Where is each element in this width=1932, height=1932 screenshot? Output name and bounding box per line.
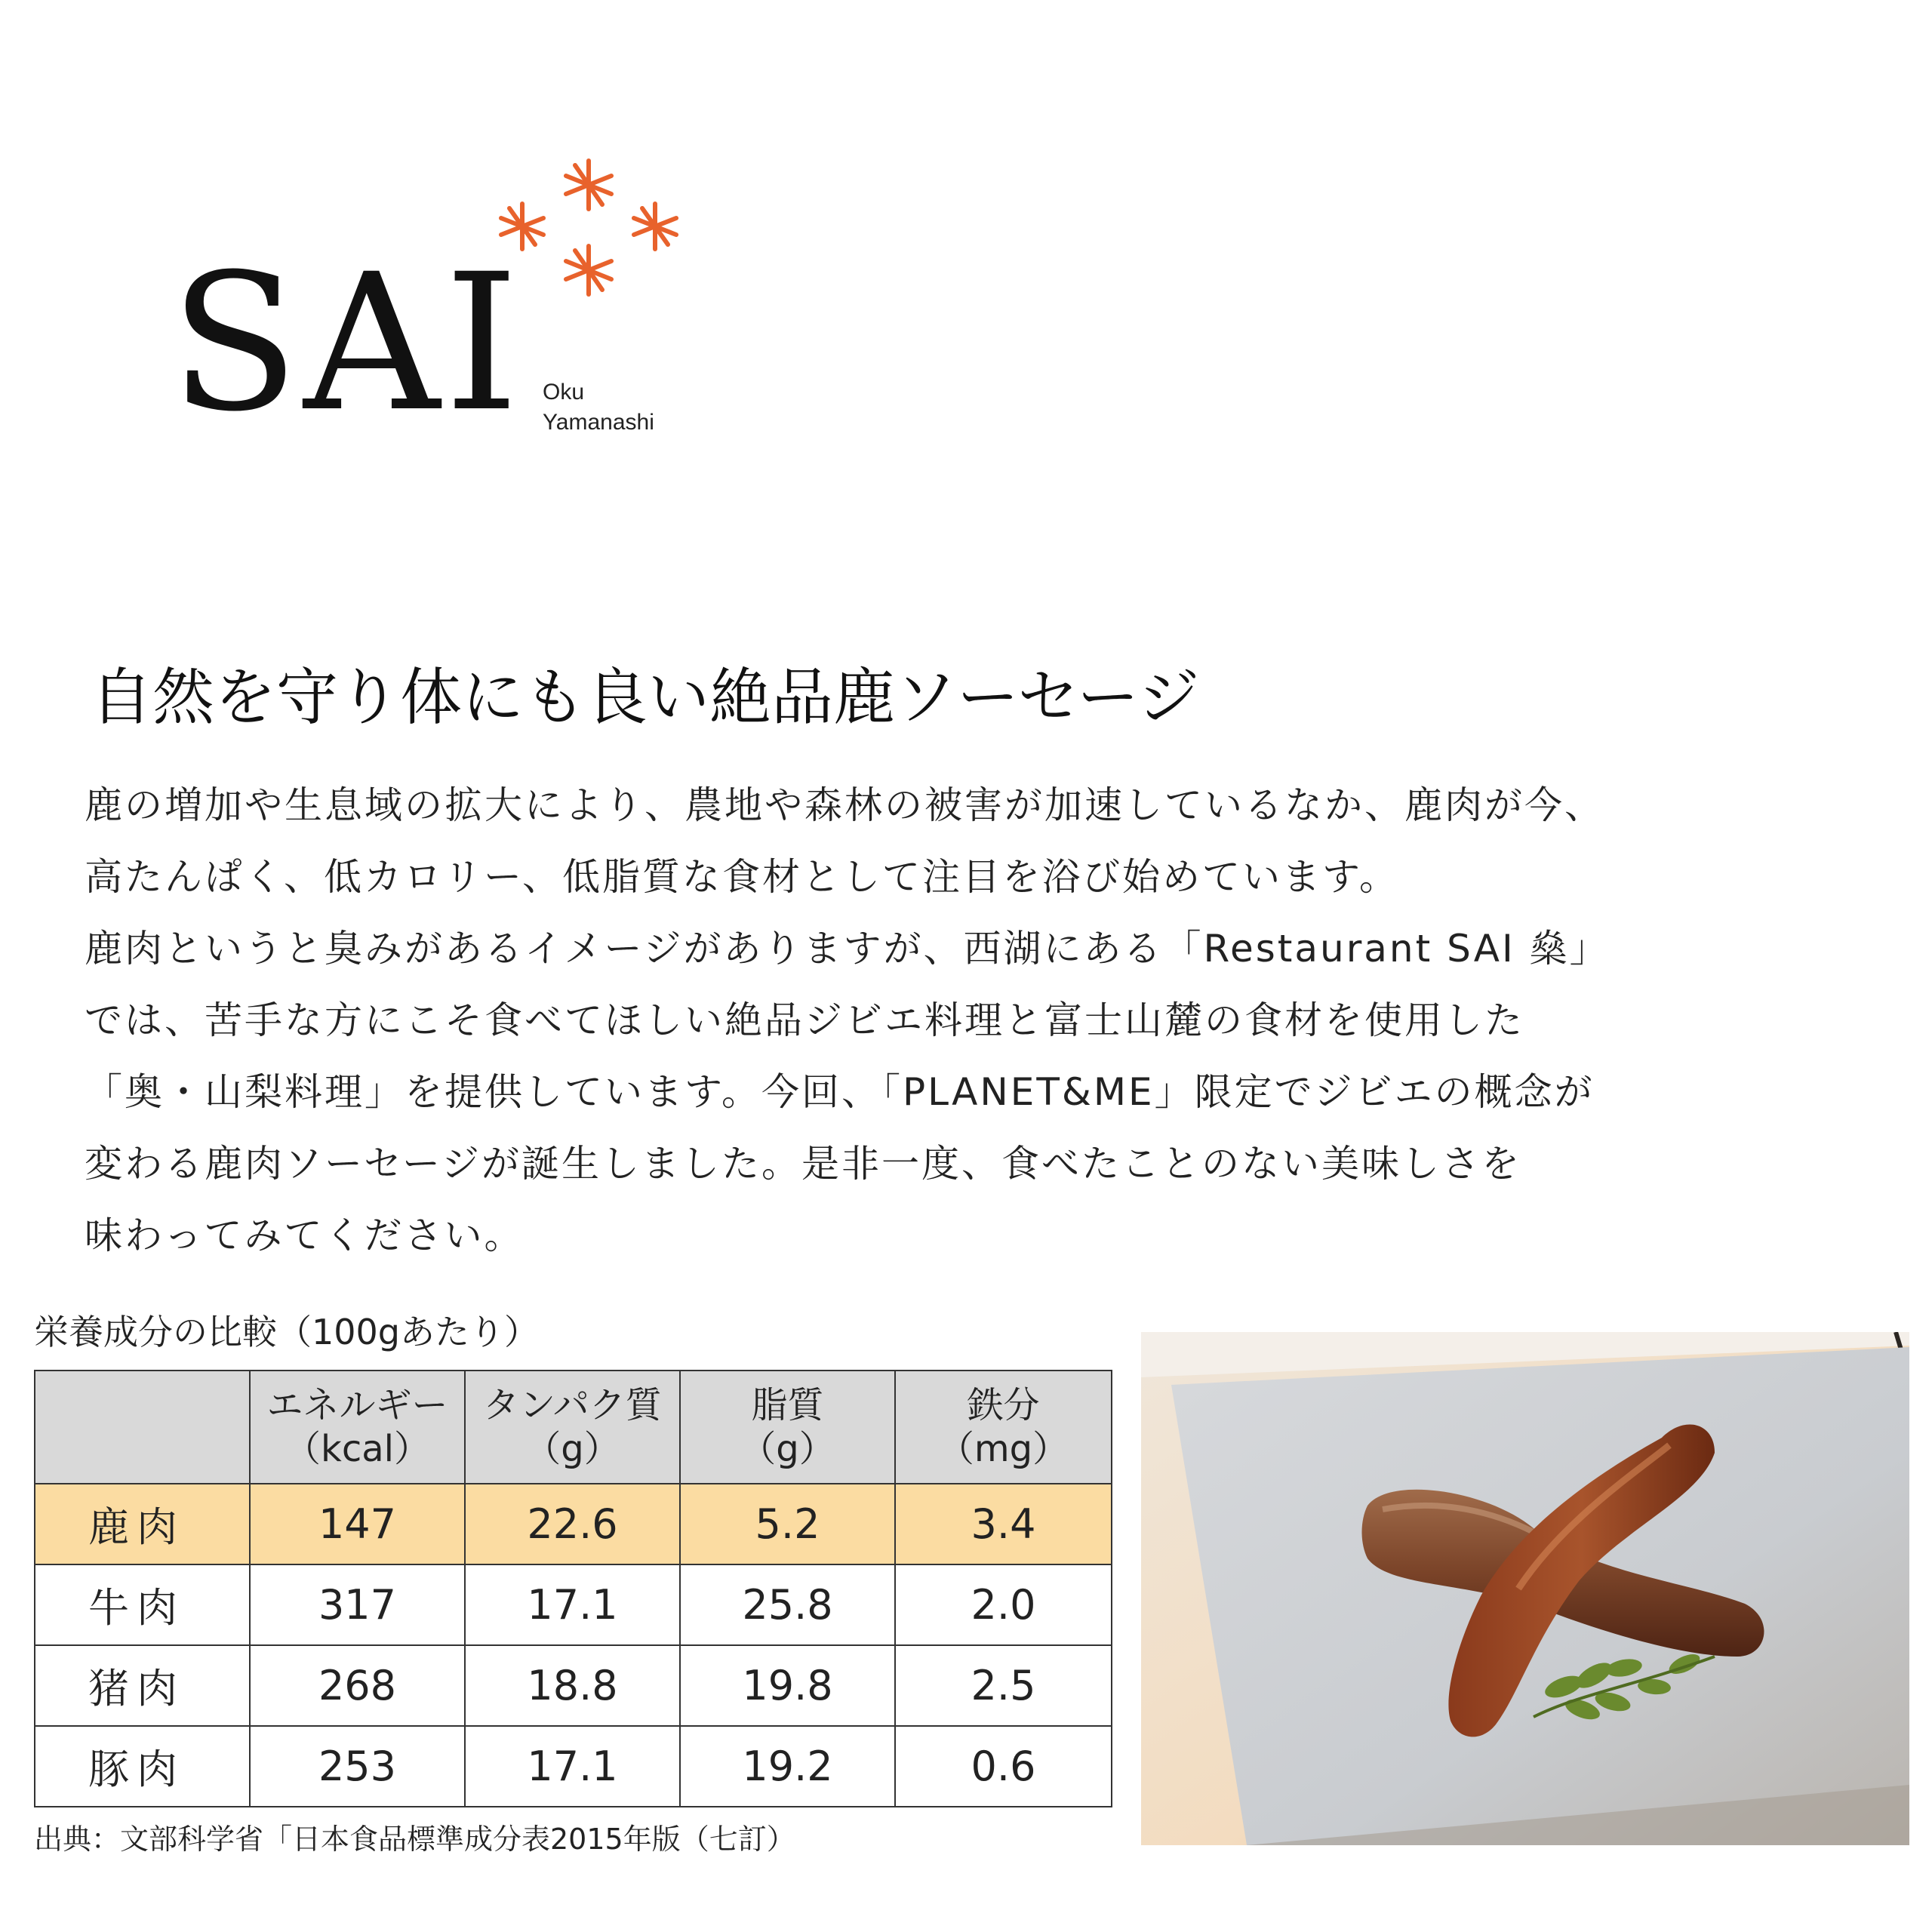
header-unit: （kcal） (285, 1428, 430, 1470)
logo-wordmark: SAI (170, 233, 524, 453)
row-label: 豚肉 (35, 1726, 250, 1807)
description-line: では、苦手な方にこそ食べてほしい絶品ジビエ料理と富士山麓の食材を使用した (85, 998, 1524, 1042)
description-paragraph (85, 770, 1843, 1272)
nutrition-table (34, 1370, 1112, 1807)
logo-sub-line1: Oku (543, 380, 585, 405)
description-line: 鹿肉というと臭みがあるイメージがありますが、西湖にある「Restaurant SAI 燊」 (85, 927, 1610, 971)
description-line: 鹿の増加や生息域の拡大により、農地や森林の被害が加速しているなか、鹿肉が今、 (85, 783, 1604, 827)
header-unit: （g） (740, 1428, 835, 1470)
header-label: エネルギー (266, 1384, 448, 1426)
table-caption: 栄養成分の比較（100gあたり） (34, 1312, 539, 1352)
cell-iron: 0.6 (895, 1726, 1112, 1807)
cell-fat: 19.2 (680, 1726, 895, 1807)
page-title: 自然を守り体にも良い絶品鹿ソーセージ (91, 662, 1200, 734)
cell-energy: 253 (250, 1726, 465, 1807)
description-line: 「奥・山梨料理」を提供しています。今回、「PLANET&ME」限定でジビエの概念が (85, 1070, 1595, 1114)
cell-fat: 25.8 (680, 1564, 895, 1645)
table-header-empty (35, 1371, 250, 1484)
table-row-boar (35, 1645, 1112, 1726)
header-unit: （g） (525, 1428, 620, 1470)
header-label: 鉄分 (967, 1384, 1040, 1426)
row-label: 鹿肉 (35, 1484, 250, 1564)
cell-iron: 2.0 (895, 1564, 1112, 1645)
table-row-pork (35, 1726, 1112, 1807)
cell-energy: 317 (250, 1564, 465, 1645)
row-label: 牛肉 (35, 1564, 250, 1645)
cell-protein: 17.1 (465, 1726, 680, 1807)
cell-fat: 19.8 (680, 1645, 895, 1726)
table-header-row (35, 1371, 1112, 1484)
table-header-iron (895, 1371, 1112, 1484)
row-label: 猪肉 (35, 1645, 250, 1726)
cell-iron: 2.5 (895, 1645, 1112, 1726)
venison-sausage-photo (1141, 1332, 1909, 1845)
description-line: 高たんぱく、低カロリー、低脂質な食材として注目を浴び始めています。 (85, 855, 1399, 899)
cell-fat: 5.2 (680, 1484, 895, 1564)
table-header-energy (250, 1371, 465, 1484)
sausage-illustration (1141, 1332, 1909, 1845)
table-header-fat (680, 1371, 895, 1484)
cell-energy: 268 (250, 1645, 465, 1726)
table-row-venison (35, 1484, 1112, 1564)
brand-logo (170, 151, 713, 453)
cell-protein: 22.6 (465, 1484, 680, 1564)
logo-sub-line2: Yamanashi (543, 410, 654, 435)
header-unit: （mg） (937, 1428, 1069, 1470)
description-line: 味わってみてください。 (85, 1214, 525, 1257)
cell-iron: 3.4 (895, 1484, 1112, 1564)
cell-protein: 17.1 (465, 1564, 680, 1645)
table-row-beef (35, 1564, 1112, 1645)
description-line: 変わる鹿肉ソーセージが誕生しました。是非一度、食べたことのない美味しさを (85, 1142, 1521, 1186)
header-label: タンパク質 (483, 1384, 662, 1426)
source-citation: 出典：文部科学省「日本食品標準成分表2015年版（七訂） (34, 1823, 795, 1856)
table-header-protein (465, 1371, 680, 1484)
cell-energy: 147 (250, 1484, 465, 1564)
cell-protein: 18.8 (465, 1645, 680, 1726)
logo-subtitle (543, 377, 654, 438)
header-label: 脂質 (751, 1384, 824, 1426)
